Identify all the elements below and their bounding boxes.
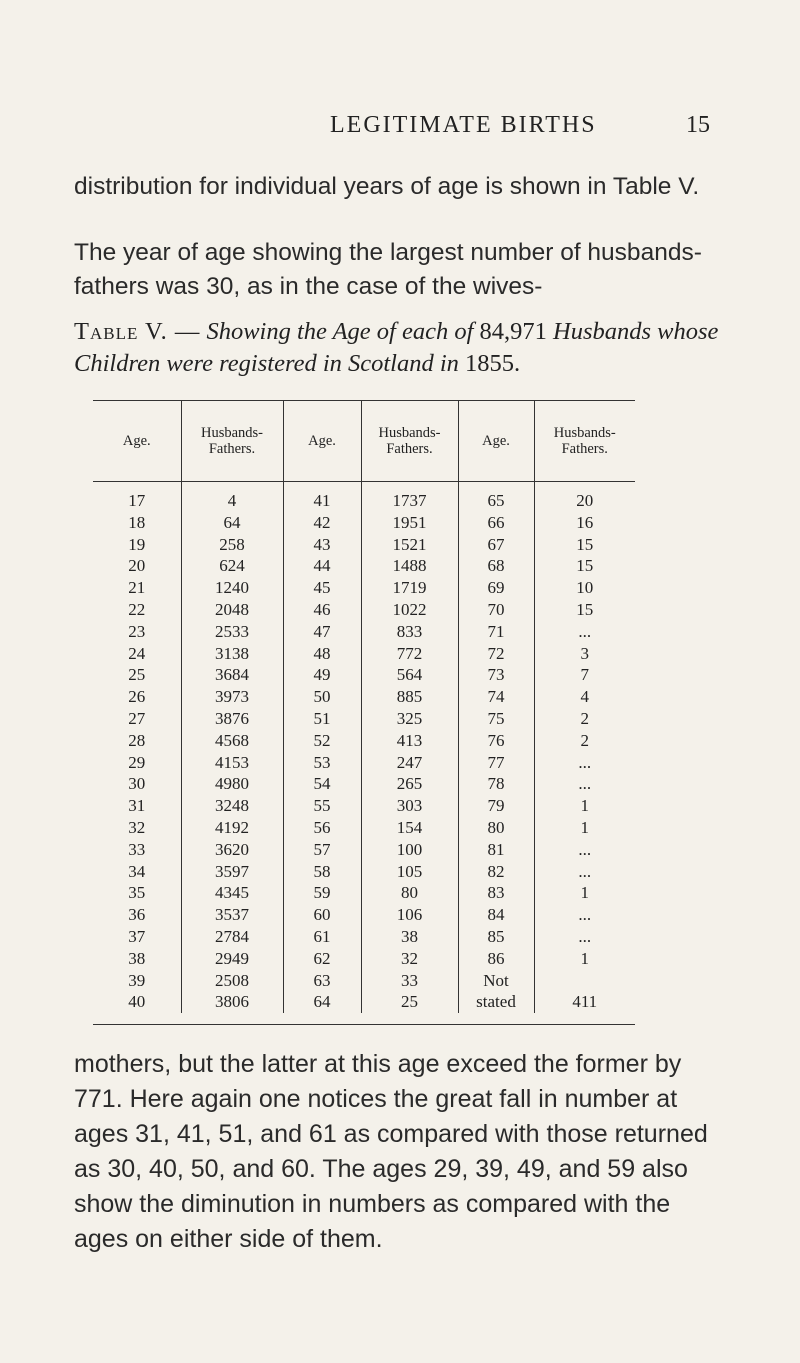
table-cell: 3537 <box>181 904 283 926</box>
table-cell: 84 <box>458 904 534 926</box>
table-cell: 3806 <box>181 991 283 1013</box>
table-cell: 3684 <box>181 664 283 686</box>
table-cell: 78 <box>458 773 534 795</box>
table-cell: 49 <box>283 664 361 686</box>
table-cell: 79 <box>458 795 534 817</box>
table-cell: 82 <box>458 861 534 883</box>
table-cell: 65 <box>458 482 534 512</box>
table-cell: 33 <box>361 970 458 992</box>
table-cell: 258 <box>181 534 283 556</box>
table-row <box>93 970 635 992</box>
table-cell: 52 <box>283 730 361 752</box>
table-cell: 15 <box>534 555 635 577</box>
table-cell: 35 <box>128 883 146 903</box>
table-row <box>93 708 635 730</box>
table-cell: 45 <box>283 577 361 599</box>
table-cell: 30 <box>128 774 146 794</box>
table-cell: 58 <box>283 861 361 883</box>
table-cell: 2508 <box>181 970 283 992</box>
table-cell: 1719 <box>361 577 458 599</box>
table-row <box>93 861 635 883</box>
header-age-2: Age. <box>283 401 361 482</box>
table-cell: 2949 <box>181 948 283 970</box>
table-cell: 83 <box>458 882 534 904</box>
table-cell: 29 <box>128 752 146 772</box>
table-cell: 33 <box>128 839 146 859</box>
table-cell: 1022 <box>361 599 458 621</box>
table-cell: 80 <box>458 817 534 839</box>
header-age-3: Age. <box>458 401 534 482</box>
table-cell: 105 <box>361 861 458 883</box>
table-cell: 19 <box>128 534 146 554</box>
table-cell: 4 <box>534 686 635 708</box>
table-cell: 73 <box>458 664 534 686</box>
table-cell: 3620 <box>181 839 283 861</box>
table-cell: 106 <box>361 904 458 926</box>
table-cell: 31 <box>128 796 146 816</box>
age-table <box>93 400 635 1025</box>
caption-title-part1: Showing the Age of each of <box>206 318 474 345</box>
table-cell: 4980 <box>181 773 283 795</box>
table-cell: 70 <box>458 599 534 621</box>
table-cell: 16 <box>534 512 635 534</box>
table-cell: ... <box>534 773 635 795</box>
table-row <box>93 664 635 686</box>
table-cell: 3876 <box>181 708 283 730</box>
table-cell: 41 <box>283 482 361 512</box>
table-cell: 64 <box>181 512 283 534</box>
table-cell: 3248 <box>181 795 283 817</box>
table-cell: 28 <box>128 730 146 750</box>
table-cell: 17 <box>128 491 146 510</box>
table-cell: ... <box>534 621 635 643</box>
table-cell: 48 <box>283 643 361 665</box>
table-cell: 2533 <box>181 621 283 643</box>
table-cell: 38 <box>128 948 146 968</box>
table-cell: 4345 <box>181 882 283 904</box>
header-fathers-3: Husbands-Fathers. <box>534 401 635 482</box>
table-row <box>93 773 635 795</box>
table-cell: 2 <box>534 708 635 730</box>
table-cell: ... <box>534 839 635 861</box>
table-cell: 47 <box>283 621 361 643</box>
table-row <box>93 555 635 577</box>
running-title: LEGITIMATE BIRTHS <box>330 112 597 138</box>
header-fathers-1: Husbands-Fathers. <box>181 401 283 482</box>
table-cell: stated <box>458 991 534 1013</box>
table-cell: 34 <box>128 861 146 881</box>
table-cell: 40 <box>128 992 146 1012</box>
table-cell: 3 <box>534 643 635 665</box>
table-cell: 66 <box>458 512 534 534</box>
table-cell: 247 <box>361 752 458 774</box>
table-row <box>93 882 635 904</box>
table-cell: 38 <box>361 926 458 948</box>
table-cell: 23 <box>128 621 146 641</box>
table-cell: 37 <box>128 926 146 946</box>
table-cell: 68 <box>458 555 534 577</box>
paragraph-2: The year of age showing the largest number of husbands-fathers was 30, as in the case of the wives- <box>74 239 702 300</box>
table-cell: 32 <box>361 948 458 970</box>
table-cell: 26 <box>128 687 146 707</box>
header-age-1: Age. <box>93 401 181 482</box>
table-cell: 833 <box>361 621 458 643</box>
table-cell <box>534 970 635 992</box>
table-cell: ... <box>534 904 635 926</box>
table-cell: 71 <box>458 621 534 643</box>
table-cell: 56 <box>283 817 361 839</box>
table-row <box>93 599 635 621</box>
table-cell: 43 <box>283 534 361 556</box>
table-row <box>93 904 635 926</box>
table-cell: 3973 <box>181 686 283 708</box>
table-cell: 69 <box>458 577 534 599</box>
table-cell: 1488 <box>361 555 458 577</box>
table-cell: 772 <box>361 643 458 665</box>
table-cell: 75 <box>458 708 534 730</box>
table-cell: 1 <box>534 948 635 970</box>
table-cell: 3138 <box>181 643 283 665</box>
table-cell: 624 <box>181 555 283 577</box>
page-header <box>0 112 800 152</box>
table-cell: 81 <box>458 839 534 861</box>
table-cell: 4 <box>181 482 283 512</box>
table-cell: 61 <box>283 926 361 948</box>
table-caption <box>74 316 734 380</box>
caption-year: 1855. <box>465 350 521 377</box>
table-cell: 36 <box>128 905 146 925</box>
table-cell: 74 <box>458 686 534 708</box>
table-cell: 2 <box>534 730 635 752</box>
page-number: 15 <box>686 112 710 138</box>
table-cell: 154 <box>361 817 458 839</box>
table-header-row <box>93 401 635 482</box>
paragraph-3: mothers, but the latter at this age exceed the former by 771. Here again one notices the great fall in number at ages 31, 41, 51, and 61 as compared with those returned as 30, 40, 50, and 60. The ages 29, 39, 49, and 59 also show the diminution in numbers as compared with the ages on either side of them. <box>74 1050 708 1253</box>
table-cell: 54 <box>283 773 361 795</box>
table-cell: 1737 <box>361 482 458 512</box>
table-row <box>93 482 635 512</box>
table-cell: 32 <box>128 817 146 837</box>
table-cell: 85 <box>458 926 534 948</box>
table-cell: 1240 <box>181 577 283 599</box>
table-row <box>93 752 635 774</box>
table-cell: 46 <box>283 599 361 621</box>
table-cell: 413 <box>361 730 458 752</box>
table-cell: 63 <box>283 970 361 992</box>
table-cell: 77 <box>458 752 534 774</box>
table-cell: 39 <box>128 970 146 990</box>
table-row <box>93 948 635 970</box>
table-cell: 4192 <box>181 817 283 839</box>
table-cell: 64 <box>283 991 361 1013</box>
table-cell: 1 <box>534 795 635 817</box>
table-cell: 62 <box>283 948 361 970</box>
table-row <box>93 730 635 752</box>
table-cell: 24 <box>128 643 146 663</box>
table-cell: 51 <box>283 708 361 730</box>
table-cell: 57 <box>283 839 361 861</box>
table-row <box>93 926 635 948</box>
table-cell: 53 <box>283 752 361 774</box>
table-cell: 20 <box>128 556 146 576</box>
caption-lead: Table V. — <box>74 318 201 345</box>
table-cell: 885 <box>361 686 458 708</box>
table-cell: 411 <box>534 991 635 1013</box>
caption-count: 84,971 <box>479 318 547 345</box>
table-cell: 44 <box>283 555 361 577</box>
table-cell: 72 <box>458 643 534 665</box>
table-cell: ... <box>534 861 635 883</box>
table-cell: 76 <box>458 730 534 752</box>
table-cell: ... <box>534 926 635 948</box>
table-row <box>93 817 635 839</box>
table-cell: 3597 <box>181 861 283 883</box>
table-cell: 4153 <box>181 752 283 774</box>
caption-title-part2: Husbands whose Children were registered in Scotland in <box>74 318 719 377</box>
table-cell: 1521 <box>361 534 458 556</box>
table-row <box>93 686 635 708</box>
table-body <box>93 482 635 1014</box>
table-cell: 25 <box>361 991 458 1013</box>
table-cell: 265 <box>361 773 458 795</box>
table-cell: ... <box>534 752 635 774</box>
table-cell: 59 <box>283 882 361 904</box>
table-row <box>93 534 635 556</box>
table-cell: 1 <box>534 882 635 904</box>
table-row <box>93 795 635 817</box>
table-cell: 325 <box>361 708 458 730</box>
table-cell: 67 <box>458 534 534 556</box>
table-cell: 80 <box>361 882 458 904</box>
table-cell: 10 <box>534 577 635 599</box>
table-row <box>93 839 635 861</box>
table-row <box>93 577 635 599</box>
table-cell: 42 <box>283 512 361 534</box>
table-cell: 20 <box>534 482 635 512</box>
table-row <box>93 512 635 534</box>
table-cell: 60 <box>283 904 361 926</box>
table-cell: 1951 <box>361 512 458 534</box>
table-cell: 55 <box>283 795 361 817</box>
table-cell: 21 <box>128 578 146 598</box>
header-fathers-2: Husbands-Fathers. <box>361 401 458 482</box>
table-cell: 50 <box>283 686 361 708</box>
paragraph-1: distribution for individual years of age is shown in Table V. <box>74 173 700 200</box>
table-cell: 100 <box>361 839 458 861</box>
table-cell: 303 <box>361 795 458 817</box>
table-cell: 1 <box>534 817 635 839</box>
table-cell: 2784 <box>181 926 283 948</box>
table-cell: 564 <box>361 664 458 686</box>
table-cell: Not <box>458 970 534 992</box>
table-row <box>93 991 635 1013</box>
table-cell: 7 <box>534 664 635 686</box>
table-cell: 86 <box>458 948 534 970</box>
table-cell: 15 <box>534 599 635 621</box>
table-cell: 15 <box>534 534 635 556</box>
table-cell: 4568 <box>181 730 283 752</box>
table-cell: 22 <box>128 599 146 619</box>
table-row <box>93 643 635 665</box>
table-row <box>93 621 635 643</box>
table-cell: 25 <box>128 665 146 685</box>
table-cell: 27 <box>128 708 146 728</box>
table-cell: 2048 <box>181 599 283 621</box>
table-cell: 18 <box>128 512 146 532</box>
